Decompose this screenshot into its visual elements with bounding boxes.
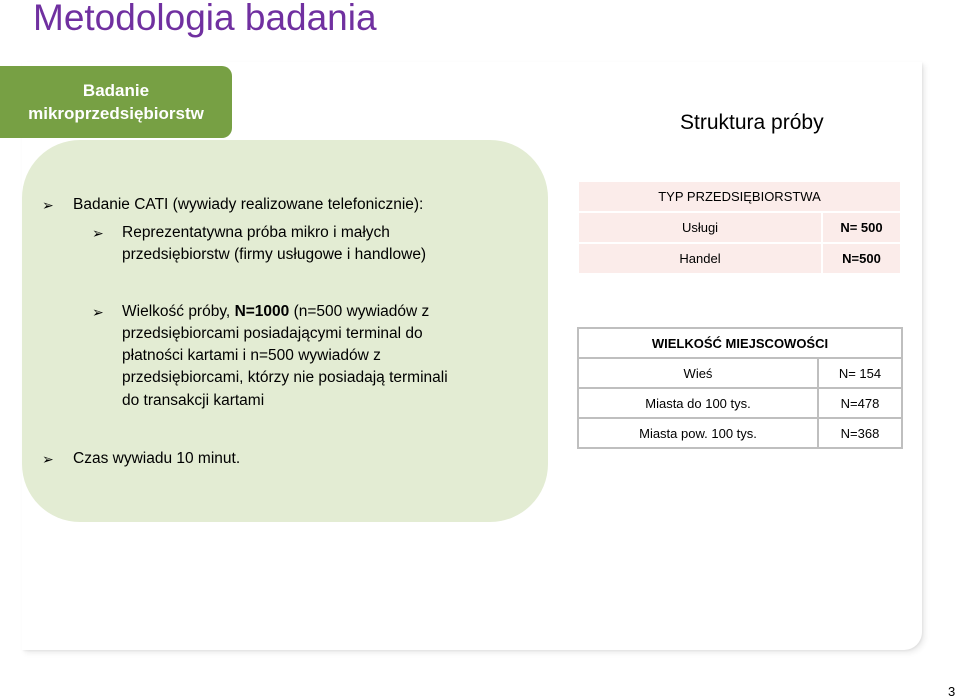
bullet-representative-line2: przedsiębiorstw (firmy usługowe i handlowe) (122, 246, 427, 263)
table-row (578, 388, 902, 418)
table-header-row (578, 328, 902, 358)
business-type-value: N=500 (822, 243, 901, 274)
locality-size-label: Miasta pow. 100 tys. (578, 418, 818, 448)
bullet-cati: Badanie CATI (wywiady realizowane telefonicznie): (73, 196, 424, 213)
page-number: 3 (948, 684, 956, 699)
table-row (578, 243, 901, 274)
business-type-value: N= 500 (822, 212, 901, 243)
bullet-sample-size-line2: przedsiębiorcami posiadającymi terminal do (122, 325, 423, 342)
locality-size-table (577, 327, 903, 449)
business-type-label: Handel (578, 243, 822, 274)
table-row (578, 358, 902, 388)
locality-size-value: N=478 (818, 388, 902, 418)
table-header-row (578, 181, 901, 212)
bullet-sample-size-line1 (122, 301, 429, 323)
bullet-representative-line1: Reprezentatywna próba mikro i małych (122, 224, 390, 241)
section-tab-line1: Badanie (82, 81, 150, 100)
locality-size-header: WIELKOŚĆ MIEJSCOWOŚCI (578, 328, 902, 358)
section-tab (0, 66, 232, 138)
business-type-table (577, 180, 902, 275)
table-row (578, 212, 901, 243)
bullet-sample-size-line4: przedsiębiorcami, którzy nie posiadają terminali (122, 369, 448, 386)
arrow-bullet-icon: ➢ (92, 304, 104, 320)
arrow-bullet-icon: ➢ (92, 225, 104, 241)
locality-size-label: Miasta do 100 tys. (578, 388, 818, 418)
arrow-bullet-icon: ➢ (42, 451, 54, 467)
section-tab-line2: mikroprzedsiębiorstw (28, 104, 204, 123)
structure-title: Struktura próby (680, 111, 824, 134)
sample-size-prefix: Wielkość próby, (122, 303, 235, 320)
sample-size-suffix: (n=500 wywiadów z (289, 303, 430, 320)
locality-size-value: N= 154 (818, 358, 902, 388)
arrow-bullet-icon: ➢ (42, 197, 54, 213)
table-row (578, 418, 902, 448)
locality-size-value: N=368 (818, 418, 902, 448)
sample-size-total: N=1000 (234, 303, 290, 320)
locality-size-label: Wieś (578, 358, 818, 388)
bullet-sample-size-line5: do transakcji kartami (122, 392, 265, 409)
bullet-interview-time: Czas wywiadu 10 minut. (73, 450, 241, 467)
business-type-header: TYP PRZEDSIĘBIORSTWA (578, 181, 901, 212)
bullet-sample-size-line3: płatności kartami i n=500 wywiadów z (122, 347, 381, 364)
page-title: Metodologia badania (33, 0, 377, 38)
business-type-label: Usługi (578, 212, 822, 243)
